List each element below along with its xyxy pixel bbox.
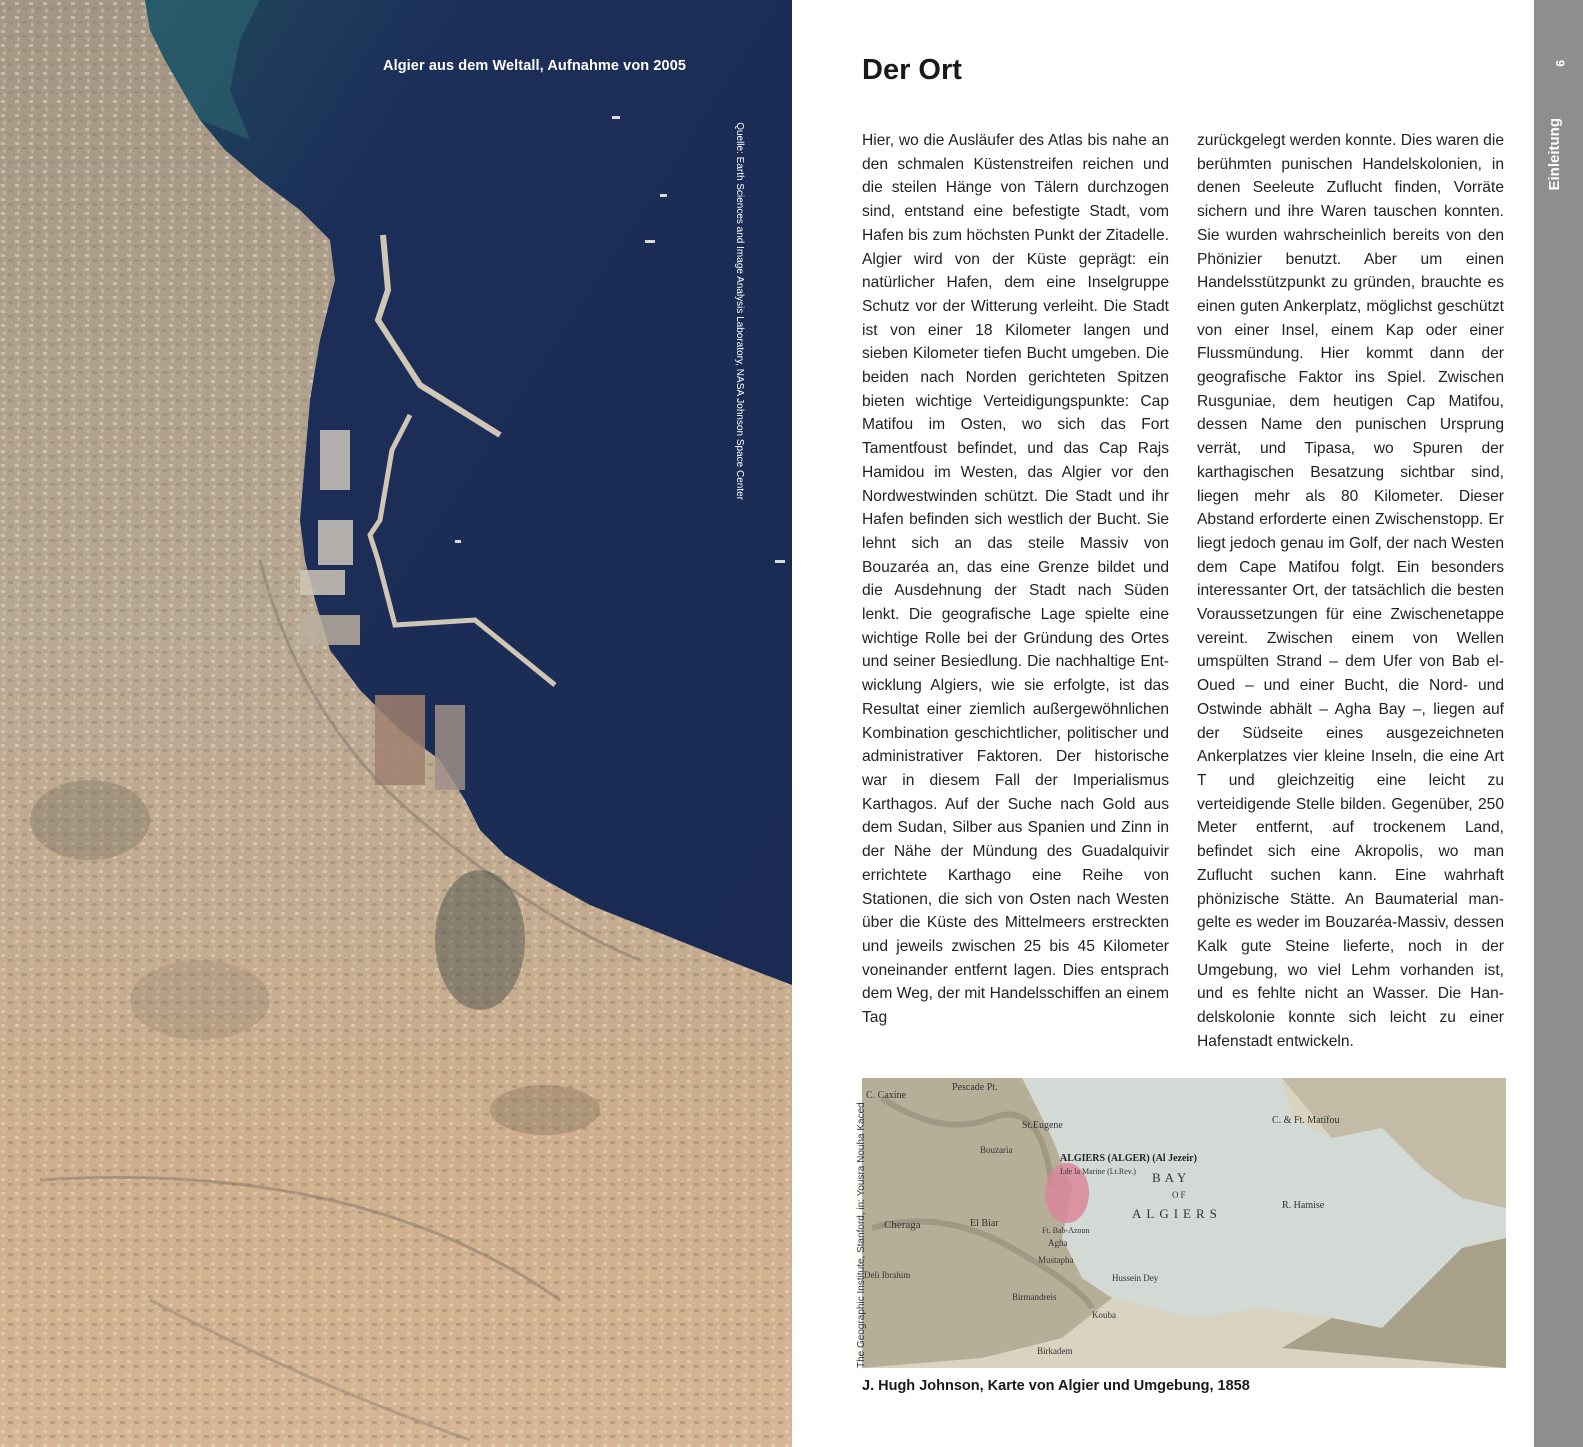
- map-label-birmandreis: Birmandreis: [1012, 1292, 1057, 1302]
- historic-map: [862, 1078, 1506, 1368]
- text-page: [792, 0, 1534, 1447]
- map-image: [862, 1078, 1506, 1368]
- page-title: Der Ort: [862, 54, 962, 86]
- map-label-marine: I.de la Marine (Lt.Rev.): [1060, 1167, 1136, 1176]
- map-label-pescade: Pescade Pt.: [952, 1082, 998, 1093]
- body-paragraph-right: zurückgelegt werden konnte. Dies waren die berühmten punischen Handelskolonien, in denen Seeleute Zuflucht finden, Vorräte sichern und ihre Waren tauschen konnten. Sie wurden wahrscheinlich bereits von den Phönizier benutzt. Aber um einen Handelsstützpunkt zu gründen, brauchte es einen guten Ankerplatz, möglichst geschützt von einer Insel, einem Kap oder einer Flussmündung. Hier kommt dann der geografische Faktor ins Spiel. Zwischen Rusguniae, dem heutigen Cap Matifou, dessen Name den punischen Ursprung verrät, und Tipasa, wo Spuren der karthagischen Besatzung sichtbar sind, liegen mehr als 80 Kilometer. Dieser Abstand erforderte einen Zwischenstopp. Er liegt jedoch genau im Golf, der nach Westen dem Cape Matifou folgt. Ein besonders interessanter Ort, der tatsächlich die besten Voraussetzungen für eine Zwischenetappe vereint. Zwischen einem von Wellen umspülten Strand – dem Ufer von Bab el-Oued – und einer Bucht, die Nord- und Ostwinde abhält – Agha Bay –, liegen auf der Südseite eines ausgezeichneten Ankerplatzes vier kleine Inseln, die eine Art T und gleichzeitig eine leicht zu verteidigende Stelle bilden. Gegenüber, 250 Meter entfernt, auf trockenem Land, befindet sich eine Akropolis, wo man Zuflucht suchen kann. Eine wahrhaft phönizische Stätte. An Baumaterial mangelte es weder im Bouzaréa-Massiv, dessen Kalk gute Steine lieferte, noch in der Umgebung, wo viel Lehm vorhanden ist, und es fehlte nicht an Wasser. Die Handelskolonie konnte sich leicht zu einer Hafenstadt entwickeln.: [1197, 132, 1504, 1050]
- chapter-side-tab: [1534, 0, 1583, 1447]
- map-label-babazoun: Ft. Bab-Azoun: [1042, 1226, 1090, 1235]
- map-label-cheraga: Cheraga: [884, 1219, 921, 1231]
- map-label-birkadem: Birkadem: [1037, 1346, 1073, 1356]
- text-column-left: [862, 129, 1169, 1030]
- map-label-bay2: OF: [1172, 1190, 1188, 1200]
- map-label-bouzaria: Bouzaria: [980, 1145, 1013, 1155]
- map-label-mustapha: Mustapha: [1038, 1255, 1074, 1265]
- map-label-matifou: C. & Ft. Matifou: [1272, 1115, 1340, 1126]
- map-label-caxine: C. Caxine: [866, 1090, 906, 1101]
- section-label: Einleitung: [1546, 118, 1563, 191]
- page-number: 9: [1553, 60, 1567, 67]
- map-label-hamise: R. Hamise: [1282, 1200, 1325, 1211]
- map-label-city: ALGIERS (ALGER) (Al Jezeir): [1060, 1153, 1197, 1164]
- photo-caption: Algier aus dem Weltall, Aufnahme von 2005: [383, 58, 687, 74]
- map-credit: The Geographic Institute, Stanford, in: Yousra Nouha Kaced: [856, 1102, 867, 1368]
- map-label-elbiar: El Biar: [970, 1218, 999, 1229]
- map-label-bay3: ALGIERS: [1132, 1206, 1222, 1221]
- map-caption: J. Hugh Johnson, Karte von Algier und Umgebung, 1858: [862, 1378, 1250, 1394]
- text-column-right: [1197, 129, 1504, 1053]
- map-label-bay1: BAY: [1152, 1170, 1191, 1185]
- body-paragraph-left: Hier, wo die Ausläufer des Atlas bis nahe an den schmalen Küstenstreifen reichen und die steilen Hänge von Tälern durchzogen sind, entstand eine befestigte Stadt, vom Hafen bis zum höchsten Punkt der Zitadelle. Algier wird von der Küste geprägt: ein natürlicher Hafen, dem eine Inselgruppe Schutz vor der Witterung verleiht. Die Stadt ist von einer 18 Kilometer langen und sieben Kilometer tiefen Bucht umgeben. Die beiden nach Norden gerichteten Spitzen bieten wichtige Verteidigungspunkte: Cap Matifou im Osten, wo sich das Fort Tamentfoust befindet, und das Cap Rajs Hamidou im Westen, das Algier vor den Nordwestwinden schützt. Die Stadt und ihr Hafen befinden sich westlich der Bucht. Sie lehnt sich an das steile Massiv von Bouzaréa an, das eine Grenze bildet und die Ausdehnung der Stadt nach Süden lenkt. Die geografische Lage spielte eine wichtige Rolle bei der Gründung des Ortes und seiner Besiedlung. Die nachhaltige Entwicklung Algiers, wie sie erfolgte, ist das Resultat einer ziemlich außergewöhnlichen Kombination geschichtlicher, politischer und administrativer Faktoren. Der historische war in diesem Fall der Imperialismus Karthagos. Auf der Suche nach Gold aus dem Sudan, Silber aus Spanien und Zinn in der Nähe der Mündung des Guadalquivir errichtete Karthago eine Reihe von Stationen, die sich von Osten nach Westen über die Küste des Mittelmeers erstreckten und jeweils zwischen 25 bis 45 Kilometer voneinander entfernt lagen. Dies entsprach dem Weg, der mit Handelsschiffen an einem Tag: [862, 132, 1169, 1027]
- map-label-delhi: Deli Ibrahim: [864, 1270, 911, 1280]
- map-label-kouba: Kouba: [1092, 1310, 1116, 1320]
- photo-credit: Quelle: Earth Sciences and Image Analysis Laboratory, NASA Johnson Space Center: [734, 122, 745, 500]
- map-label-eugene: St.Eugene: [1022, 1120, 1063, 1131]
- map-label-hussein: Hussein Dey: [1112, 1273, 1159, 1283]
- map-label-agha: Agha: [1048, 1238, 1068, 1248]
